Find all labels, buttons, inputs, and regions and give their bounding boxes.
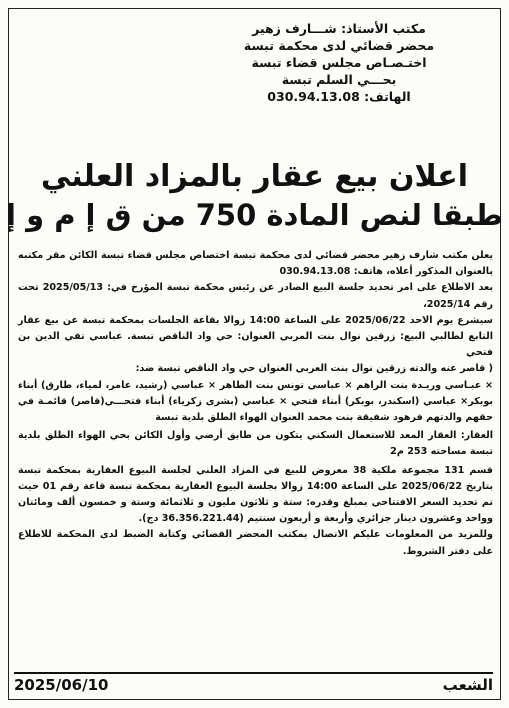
- office-address: بحـــي السلم تبسة: [281, 72, 397, 87]
- publication-date: 2025/06/10: [14, 676, 109, 694]
- notice-subtitle: طبقا لنص المادة 750 من ق إ م و إ: [6, 198, 503, 232]
- office-header: [189, 20, 489, 105]
- paragraph-sale-date: سيشرع يوم الاحد 2025/06/22 على الساعة 14:00 زوالا بقاعة الجلسات بمحكمة تبسة عن بيع عقار التابع لطالبي البيع: زرقين نوال بنت المربي العنوان: حي واد الناقص تبسة. عباسي تقي الدين بن فتحي: [18, 314, 493, 359]
- office-name: مكتب الأستاذ: شـــارف زهير: [252, 21, 426, 36]
- newspaper-name: الشعب: [442, 676, 493, 694]
- paragraph-price: قسم 131 مجموعة ملكية 38 معروض للبيع في المزاد العلني لجلسة البيوع العقارية بمحكمة تبسة بتاريخ 2025/06/22 على الساعة 14:00 زوالا بجلسة البيوع العقارية بمحكمة تبسة قاعة رقم 01 حيث تم تحديد السعر الافتتاحي بمبلغ وقدره: ستة و ثلاثون مليون و ثلاثمائة وستة و خمسون ألف ومائتان وواحد وعشرون دينار جزائري وأربعة و أربعون سنتيم (36.356.221.44 دج).: [18, 464, 493, 525]
- paragraph-defendants: × عبـاسي وريـدة بنت الراهم × عباسي تونس بنت الطاهر × عباسي (رشيد، عامر، لمياء، طارق) أبناء بوبكر× عباسي (اسكندر، بوبكر) أبناء فتحي × عباسي (بشرى زكرياء) أبناء فتحـــي(قاصر) قائمـة في حقهم والدتهم فرهود شفيقة بنت محمد العنوان الهواء الطلق بلدية تبسة: [18, 379, 493, 424]
- paragraph-contact: وللمزيد من المعلومات عليكم الاتصال بمكتب المحضر القضائي وكتابة الضبط لدى المحكمة للاطلاع على دفتر الشروط.: [18, 529, 493, 557]
- office-phone: الهاتف: 030.94.13.08: [267, 89, 411, 104]
- notice-title: اعلان بيع عقار بالمزاد العلني: [40, 159, 469, 194]
- office-jurisdiction: اختـصـاص مجلس قضاء تبسة: [251, 55, 427, 70]
- paragraph-guardian: ( قاصر عنه والدته زرقين نوال بنت العربي العنوان حي واد الناقص تبسة ضد:: [135, 363, 493, 375]
- notice-body: [18, 248, 493, 560]
- paragraph-order: بعد الاطلاع على امر تحديد جلسة البيع الصادر عن رئيس محكمة تبسة المؤرخ في: 2025/05/13 تحت رقم 2025/14،: [18, 282, 493, 310]
- footer-bar: [14, 672, 493, 696]
- paragraph-property: العقار: العقار المعد للاستعمال السكني يتكون من طابق أرضي وأول الكائن بحي الهواء الطلق بلدية تبسة مساحته 253 م2: [18, 430, 493, 458]
- office-title: محضر قضائي لدى محكمة تبسة: [243, 38, 435, 53]
- paragraph-intro: يعلن مكتب شارف زهير محضر قضائي لدى محكمة تبسة اختصاص مجلس قضاء تبسة الكائن مقر مكتبه بالعنوان المذكور أعلاه، هاتف: 030.94.13.08: [18, 250, 493, 278]
